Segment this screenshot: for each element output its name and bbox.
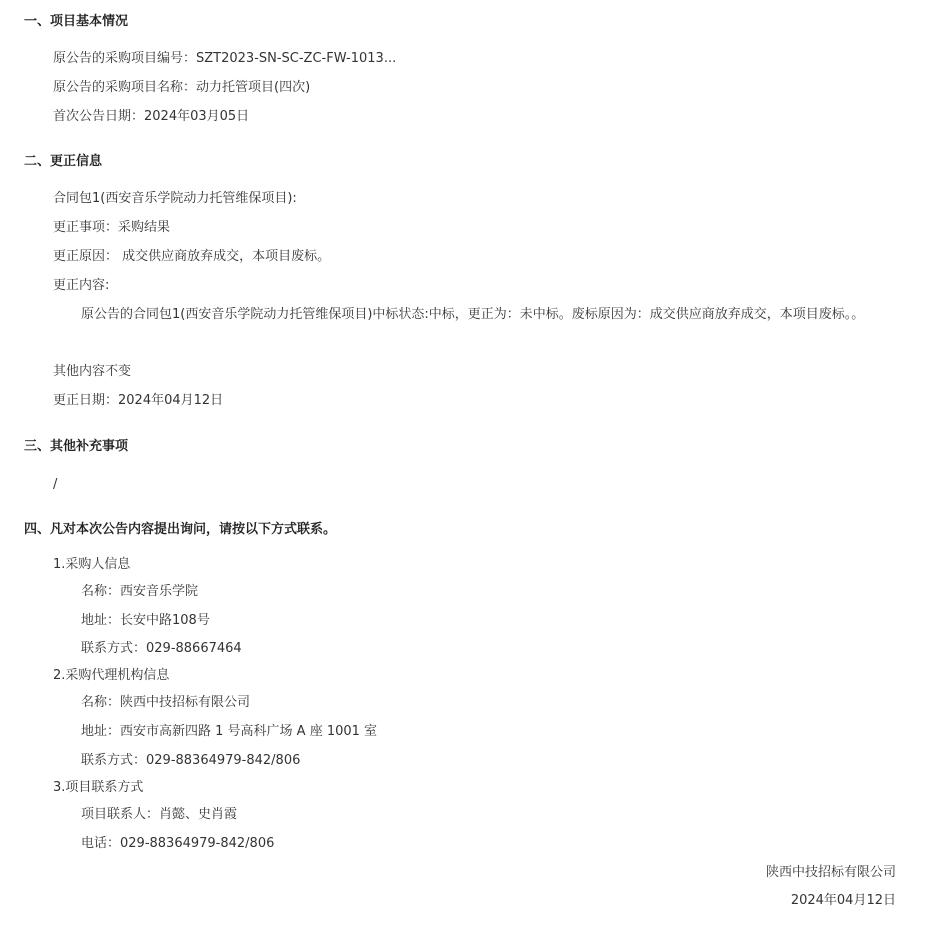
footer-date: 2024年04月12日 [790, 893, 896, 908]
correction-content-label: 更正内容: [53, 278, 110, 293]
project-contact-title: 3.项目联系方式 [53, 780, 144, 795]
supplement-content: / [53, 477, 58, 492]
original-project-number: 原公告的采购项目编号：SZT2023-SN-SC-ZC-FW-1013... [53, 51, 397, 66]
agency-title: 2.采购代理机构信息 [53, 668, 170, 683]
project-contact-phone: 电话：029-88364979-842/806 [81, 836, 275, 851]
correction-reason: 更正原因： 成交供应商放弃成交，本项目废标。 [53, 249, 331, 264]
section1-heading: 一、项目基本情况 [24, 14, 129, 29]
contract-package: 合同包1(西安音乐学院动力托管维保项目): [53, 191, 297, 206]
original-project-name: 原公告的采购项目名称：动力托管项目(四次) [53, 80, 311, 95]
section2-heading: 二、更正信息 [24, 154, 103, 169]
first-announcement-date: 首次公告日期：2024年03月05日 [53, 109, 250, 124]
project-contact-person: 项目联系人：肖懿、史肖霞 [81, 807, 238, 822]
other-unchanged: 其他内容不变 [53, 364, 132, 379]
correction-content: 原公告的合同包1(西安音乐学院动力托管维保项目)中标状态:中标，更正为：未中标。废标原因为：成交供应商放弃成交，本项目废标。。 [81, 307, 865, 322]
correction-item: 更正事项：采购结果 [53, 220, 171, 235]
purchaser-name: 名称：西安音乐学院 [81, 584, 199, 599]
section3-heading: 三、其他补充事项 [24, 439, 129, 454]
correction-date: 更正日期：2024年04月12日 [53, 393, 224, 408]
purchaser-title: 1.采购人信息 [53, 557, 131, 572]
agency-contact: 联系方式：029-88364979-842/806 [81, 753, 301, 768]
agency-name: 名称：陕西中技招标有限公司 [81, 695, 251, 710]
footer-company: 陕西中技招标有限公司 [765, 865, 896, 880]
purchaser-contact: 联系方式：029-88667464 [81, 641, 242, 656]
purchaser-address: 地址：长安中路108号 [81, 613, 210, 628]
agency-address: 地址：西安市高新四路 1 号高科广场 A 座 1001 室 [81, 724, 378, 739]
section4-heading: 四、凡对本次公告内容提出询问，请按以下方式联系。 [24, 522, 337, 537]
